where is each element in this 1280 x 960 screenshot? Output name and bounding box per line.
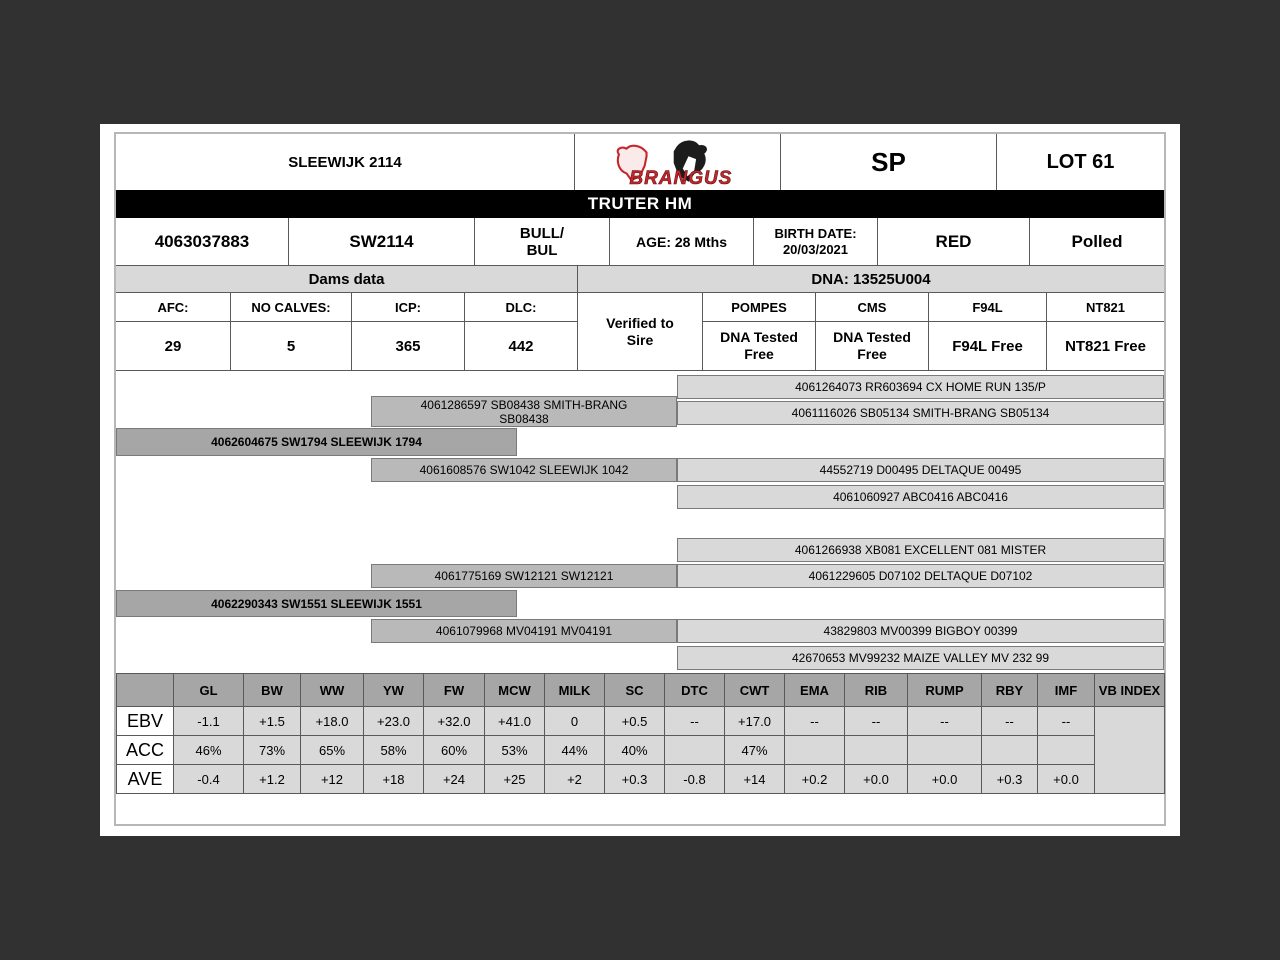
ebv-header-rib: RIB bbox=[845, 674, 908, 707]
pedigree-dam: 4062290343 SW1551 SLEEWIJK 1551 bbox=[116, 590, 517, 617]
dlc-value: 442 bbox=[465, 322, 578, 371]
acc-row-label: ACC bbox=[117, 736, 174, 765]
acc-cell: 40% bbox=[605, 736, 665, 765]
acc-cell: 60% bbox=[424, 736, 485, 765]
acc-cell: 73% bbox=[244, 736, 301, 765]
ebv-cell: -- bbox=[665, 707, 725, 736]
ebv-cell: -- bbox=[1038, 707, 1095, 736]
ebv-header-rump: RUMP bbox=[908, 674, 982, 707]
ebv-header-rby: RBY bbox=[982, 674, 1038, 707]
ebv-cell: -- bbox=[785, 707, 845, 736]
pedigree-sire-dam-sire: 44552719 D00495 DELTAQUE 00495 bbox=[677, 458, 1164, 482]
ebv-cell: +32.0 bbox=[424, 707, 485, 736]
acc-cell bbox=[785, 736, 845, 765]
sex-line1: BULL/ bbox=[519, 224, 565, 242]
ebv-header-cwt: CWT bbox=[725, 674, 785, 707]
cms-result bbox=[816, 322, 929, 371]
pompes-result-text: DNA Tested Free bbox=[720, 329, 798, 362]
acc-cell: 58% bbox=[364, 736, 424, 765]
pedigree-sire-sire: 4061286597 SB08438 SMITH-BRANG SB08438 bbox=[371, 396, 677, 427]
pompes-label: POMPES bbox=[703, 293, 816, 322]
pedigree-sire-dam-dam: 4061060927 ABC0416 ABC0416 bbox=[677, 485, 1164, 509]
pompes-result bbox=[703, 322, 816, 371]
nt821-label: NT821 bbox=[1047, 293, 1164, 322]
ebv-header-ema: EMA bbox=[785, 674, 845, 707]
ebv-cell: -1.1 bbox=[174, 707, 244, 736]
ebv-row bbox=[117, 707, 1165, 736]
ave-cell: +1.2 bbox=[244, 765, 301, 794]
verified-to-sire-cell bbox=[578, 293, 703, 371]
ebv-table bbox=[116, 673, 1165, 794]
ave-cell: +0.3 bbox=[982, 765, 1038, 794]
acc-cell bbox=[982, 736, 1038, 765]
identity-row bbox=[116, 218, 1164, 266]
ave-row bbox=[117, 765, 1165, 794]
pedigree-dam-sire-dam: 4061229605 D07102 DELTAQUE D07102 bbox=[677, 564, 1164, 588]
ave-cell: +25 bbox=[485, 765, 545, 794]
acc-cell: 47% bbox=[725, 736, 785, 765]
ebv-cell: -- bbox=[845, 707, 908, 736]
ebv-header-yw: YW bbox=[364, 674, 424, 707]
ave-cell: +14 bbox=[725, 765, 785, 794]
ebv-header-bw: BW bbox=[244, 674, 301, 707]
ave-cell: +0.0 bbox=[845, 765, 908, 794]
afc-value: 29 bbox=[116, 322, 231, 371]
sex-cell bbox=[475, 218, 610, 266]
dna-number: DNA: 13525U004 bbox=[578, 266, 1164, 293]
pedigree-sire: 4062604675 SW1794 SLEEWIJK 1794 bbox=[116, 428, 517, 456]
pedigree-dam-dam: 4061079968 MV04191 MV04191 bbox=[371, 619, 677, 643]
ave-cell: -0.8 bbox=[665, 765, 725, 794]
header-row bbox=[116, 134, 1164, 190]
ave-cell: -0.4 bbox=[174, 765, 244, 794]
acc-cell bbox=[908, 736, 982, 765]
f94l-result: F94L Free bbox=[929, 322, 1047, 371]
breeder-bar: TRUTER HM bbox=[116, 190, 1164, 218]
ebv-header-blank bbox=[117, 674, 174, 707]
ebv-cell: 0 bbox=[545, 707, 605, 736]
ave-cell: +0.0 bbox=[1038, 765, 1095, 794]
icp-label: ICP: bbox=[352, 293, 465, 322]
dams-tests-grid bbox=[116, 293, 1164, 371]
ebv-cell: -- bbox=[982, 707, 1038, 736]
bottom-empty-row bbox=[116, 794, 1164, 824]
pedigree-dam-sire: 4061775169 SW12121 SW12121 bbox=[371, 564, 677, 588]
acc-cell: 53% bbox=[485, 736, 545, 765]
ebv-cell: +0.5 bbox=[605, 707, 665, 736]
acc-cell bbox=[845, 736, 908, 765]
pedigree-dam-dam-dam: 42670653 MV99232 MAIZE VALLEY MV 232 99 bbox=[677, 646, 1164, 670]
ave-cell: +18 bbox=[364, 765, 424, 794]
ave-cell: +24 bbox=[424, 765, 485, 794]
acc-cell: 65% bbox=[301, 736, 364, 765]
ebv-header-imf: IMF bbox=[1038, 674, 1095, 707]
ave-cell: +0.3 bbox=[605, 765, 665, 794]
catalog-card bbox=[100, 124, 1180, 836]
ebv-header-mcw: MCW bbox=[485, 674, 545, 707]
nt821-result: NT821 Free bbox=[1047, 322, 1164, 371]
pedigree-chart bbox=[116, 371, 1164, 673]
registration-number: 4063037883 bbox=[116, 218, 289, 266]
society-code: SP bbox=[781, 134, 997, 190]
brangus-logo-icon bbox=[597, 137, 759, 187]
age-cell: AGE: 28 Mths bbox=[610, 218, 754, 266]
ebv-header-milk: MILK bbox=[545, 674, 605, 707]
birth-date-cell bbox=[754, 218, 878, 266]
cms-label: CMS bbox=[816, 293, 929, 322]
sex-line2: BUL bbox=[526, 241, 558, 259]
acc-row bbox=[117, 736, 1165, 765]
verified-to-sire-text: Verified to Sire bbox=[606, 314, 674, 348]
f94l-label: F94L bbox=[929, 293, 1047, 322]
ebv-header-gl: GL bbox=[174, 674, 244, 707]
ebv-cell: +41.0 bbox=[485, 707, 545, 736]
pedigree-sire-sire-sire: 4061264073 RR603694 CX HOME RUN 135/P bbox=[677, 375, 1164, 399]
brangus-logo-text: BRANGUS bbox=[628, 167, 732, 187]
ebv-header-vb-index: VB INDEX bbox=[1095, 674, 1165, 707]
ebv-cell: +1.5 bbox=[244, 707, 301, 736]
lot-number: LOT 61 bbox=[1046, 150, 1115, 173]
ave-cell: +0.0 bbox=[908, 765, 982, 794]
no-calves-label: NO CALVES: bbox=[231, 293, 352, 322]
ave-row-label: AVE bbox=[117, 765, 174, 794]
ebv-cell: +18.0 bbox=[301, 707, 364, 736]
pedigree-sire-sire-dam: 4061116026 SB05134 SMITH-BRANG SB05134 bbox=[677, 401, 1164, 425]
birth-date-value: 20/03/2021 bbox=[782, 241, 849, 257]
ebv-cell: +23.0 bbox=[364, 707, 424, 736]
dlc-label: DLC: bbox=[465, 293, 578, 322]
ebv-header-dtc: DTC bbox=[665, 674, 725, 707]
pedigree-sire-dam: 4061608576 SW1042 SLEEWIJK 1042 bbox=[371, 458, 677, 482]
dams-data-title: Dams data bbox=[116, 266, 578, 293]
ave-cell: +12 bbox=[301, 765, 364, 794]
horn-status-cell: Polled bbox=[1030, 218, 1164, 266]
ebv-header-fw: FW bbox=[424, 674, 485, 707]
no-calves-value: 5 bbox=[231, 322, 352, 371]
pedigree-dam-dam-sire: 43829803 MV00399 BIGBOY 00399 bbox=[677, 619, 1164, 643]
ebv-cell: -- bbox=[908, 707, 982, 736]
colour-cell: RED bbox=[878, 218, 1030, 266]
pedigree-dam-sire-sire: 4061266938 XB081 EXCELLENT 081 MISTER bbox=[677, 538, 1164, 562]
ebv-row-label: EBV bbox=[117, 707, 174, 736]
acc-cell bbox=[665, 736, 725, 765]
acc-cell bbox=[1038, 736, 1095, 765]
ebv-header-sc: SC bbox=[605, 674, 665, 707]
ave-cell: +0.2 bbox=[785, 765, 845, 794]
brangus-logo bbox=[575, 134, 781, 190]
tattoo-number: SW2114 bbox=[289, 218, 475, 266]
acc-cell: 44% bbox=[545, 736, 605, 765]
lot-sheet bbox=[114, 132, 1166, 826]
dams-dna-header bbox=[116, 266, 1164, 293]
ebv-cell: +17.0 bbox=[725, 707, 785, 736]
vb-index-cell bbox=[1095, 707, 1165, 794]
birth-date-label: BIRTH DATE: bbox=[774, 225, 857, 241]
ave-cell: +2 bbox=[545, 765, 605, 794]
animal-name: SLEEWIJK 2114 bbox=[116, 134, 575, 190]
afc-label: AFC: bbox=[116, 293, 231, 322]
ebv-header-row bbox=[117, 674, 1165, 707]
ebv-header-ww: WW bbox=[301, 674, 364, 707]
icp-value: 365 bbox=[352, 322, 465, 371]
acc-cell: 46% bbox=[174, 736, 244, 765]
cms-result-text: DNA Tested Free bbox=[833, 329, 911, 362]
